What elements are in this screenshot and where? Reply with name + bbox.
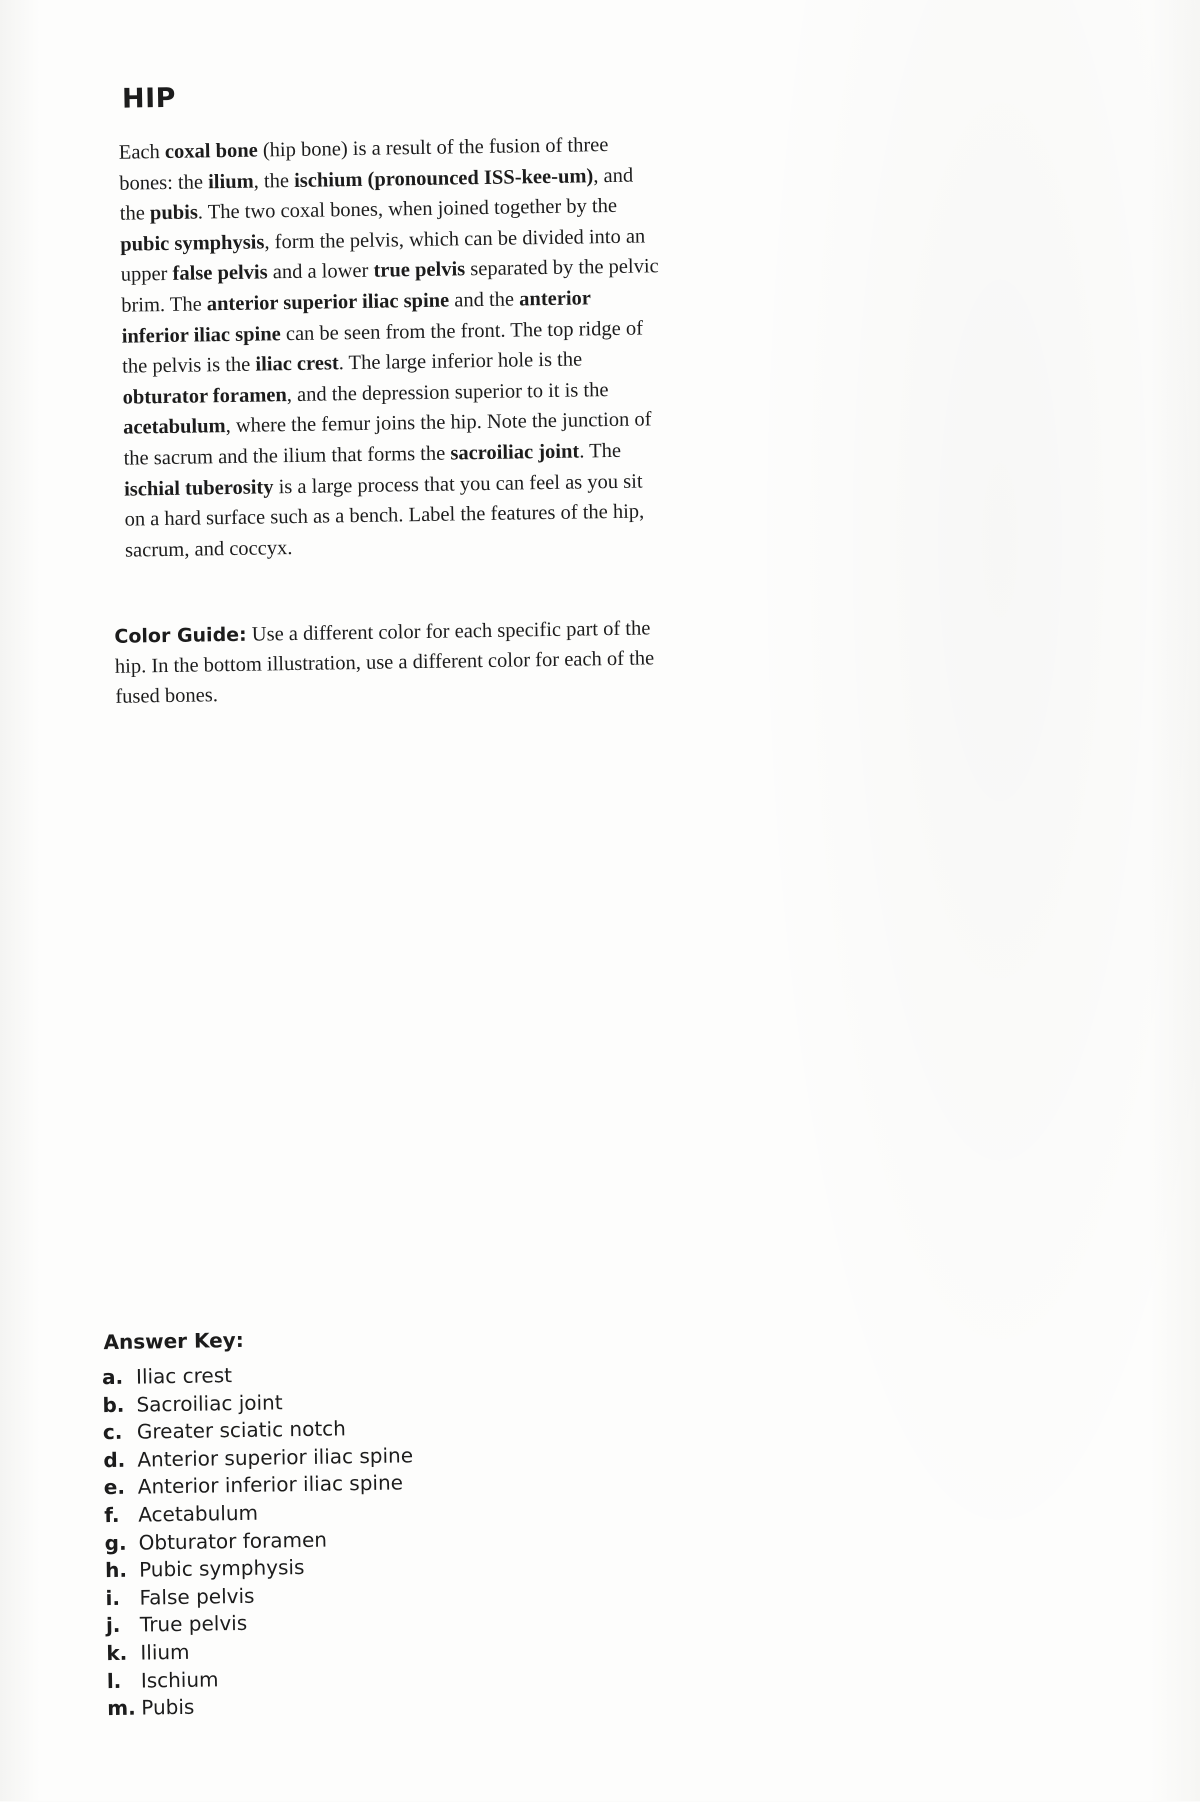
answer-text: Sacroiliac joint xyxy=(136,1389,283,1417)
intro-text-run: . The two coxal bones, when joined together by the xyxy=(197,195,618,224)
intro-text-run: and a lower xyxy=(267,260,374,284)
answer-text: Obturator foramen xyxy=(138,1527,328,1555)
bold-term: pubic symphysis xyxy=(120,231,265,256)
intro-text-run: . The large inferior hole is the xyxy=(338,348,583,375)
bold-term: anterior inferior iliac spine xyxy=(121,287,591,348)
answer-item xyxy=(104,1470,414,1502)
answer-letter: k. xyxy=(106,1640,128,1666)
bold-term: ischial tuberosity xyxy=(123,475,274,501)
answer-key-title: Answer Key: xyxy=(103,1327,244,1355)
intro-text-run: is a large process that you can feel as you sit on a hard surface such as a bench. Label the features of the hip, sacrum, and coccyx. xyxy=(124,470,645,562)
intro-text-run: . The xyxy=(579,439,622,463)
answer-text: Acetabulum xyxy=(138,1500,259,1527)
intro-text-run: , where the femur joins the hip. Note the junction of the sacrum and the ilium that forms the xyxy=(123,408,652,470)
answer-text: Anterior superior iliac spine xyxy=(137,1443,414,1472)
page-title: HIP xyxy=(121,82,177,115)
color-guide-text: Use a different color for each specific part of the hip. In the bottom illustration, use a different color for each of the fused bones. xyxy=(114,617,655,708)
bold-term: obturator foramen xyxy=(122,383,287,409)
intro-text-run: can be seen from the front. The top ridge of the pelvis is the xyxy=(122,317,644,378)
answer-text: True pelvis xyxy=(139,1611,248,1637)
intro-text-run: and the xyxy=(449,288,520,312)
intro-text-run: Each xyxy=(118,140,166,164)
intro-text-run: (hip bone) is a result of the fusion of three bones: the xyxy=(119,134,609,195)
answer-letter: j. xyxy=(105,1613,121,1638)
color-guide-label: Color Guide: xyxy=(114,623,247,648)
intro-text-run: separated by the pelvic brim. The xyxy=(121,255,659,317)
answer-key-list xyxy=(102,1359,417,1723)
answer-letter: b. xyxy=(102,1392,125,1417)
bold-term: sacroiliac joint xyxy=(450,440,580,465)
answer-letter: h. xyxy=(104,1557,128,1583)
bold-term: true pelvis xyxy=(373,258,466,283)
bold-term: pubis xyxy=(149,201,199,225)
bold-term: false pelvis xyxy=(172,261,268,286)
answer-letter: i. xyxy=(105,1585,121,1610)
answer-letter: d. xyxy=(103,1447,126,1472)
answer-letter: e. xyxy=(103,1475,126,1500)
bold-term: acetabulum xyxy=(122,415,226,440)
answer-letter: f. xyxy=(104,1502,120,1528)
answer-text: Greater sciatic notch xyxy=(136,1416,347,1444)
answer-letter: m. xyxy=(107,1695,136,1721)
answer-letter: a. xyxy=(101,1364,124,1390)
answer-text: Ischium xyxy=(140,1666,219,1693)
bold-term: coxal bone xyxy=(164,139,258,163)
answer-text: Pubis xyxy=(141,1694,195,1720)
answer-text: False pelvis xyxy=(139,1583,255,1610)
bold-term: iliac crest xyxy=(255,352,339,376)
answer-letter: g. xyxy=(104,1530,127,1555)
intro-text-run: , and the xyxy=(119,164,634,225)
intro-text-run: , the xyxy=(253,169,295,193)
color-guide xyxy=(114,613,675,712)
bold-term: anterior superior iliac spine xyxy=(206,289,450,316)
answer-key xyxy=(101,1325,417,1723)
bold-term: ischium (pronounced ISS-kee-um) xyxy=(293,164,594,192)
answer-text: Pubic symphysis xyxy=(138,1555,305,1582)
intro-text-run: , and the depression superior to it is the xyxy=(286,378,609,406)
bold-term: ilium xyxy=(207,170,254,193)
intro-text-run: , form the pelvis, which can be divided into an upper xyxy=(120,225,646,287)
intro-paragraph xyxy=(119,129,666,566)
answer-letter: c. xyxy=(102,1420,123,1445)
answer-letter: l. xyxy=(106,1668,122,1693)
answer-text: Anterior inferior iliac spine xyxy=(137,1470,404,1499)
answer-item xyxy=(107,1690,417,1722)
answer-text: Ilium xyxy=(140,1639,190,1665)
answer-text: Iliac crest xyxy=(135,1363,233,1389)
